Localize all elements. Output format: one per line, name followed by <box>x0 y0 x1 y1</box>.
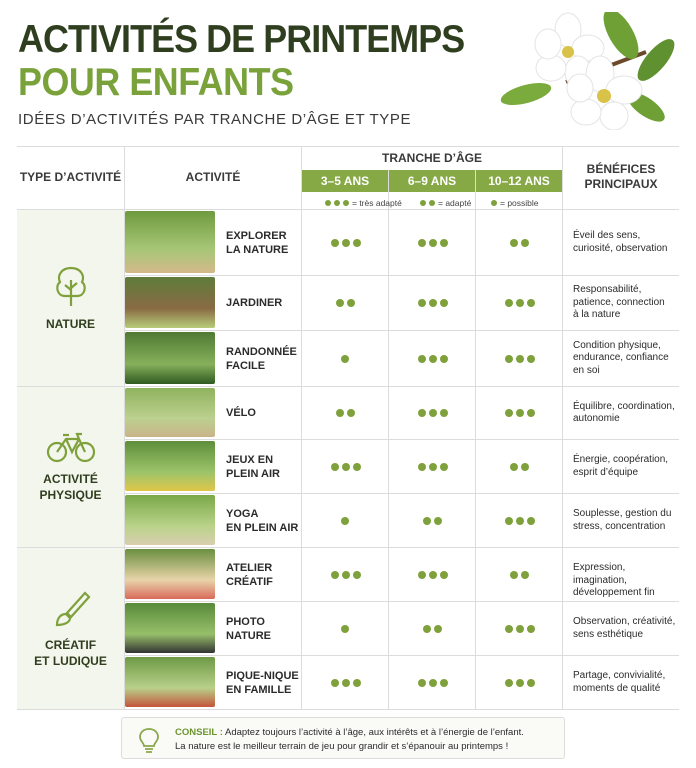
tip-text <box>175 726 524 754</box>
activity-name-line: JARDINER <box>226 297 283 309</box>
suitability-dot <box>331 463 339 471</box>
benefit-line: moments de qualité <box>573 682 661 694</box>
suitability-dots <box>510 239 530 247</box>
suitability-dot <box>336 299 344 307</box>
activity-benefits <box>573 230 677 255</box>
activities-table <box>17 146 679 710</box>
category-nature-label <box>46 316 95 332</box>
activity-name-line: PHOTO <box>226 615 265 628</box>
suitability-dot <box>341 517 349 525</box>
suitability-dot <box>440 355 448 363</box>
row-divider <box>125 275 679 276</box>
suitability-dots <box>505 625 536 633</box>
suitability-dot <box>510 463 518 471</box>
activity-name-line: VÉLO <box>226 407 256 419</box>
suitability-dot <box>527 299 535 307</box>
spring-blossom-illustration <box>496 12 686 130</box>
legend-suitable-label: = adapté <box>438 198 472 208</box>
suitability-dot <box>440 239 448 247</box>
activity-benefits <box>573 401 677 426</box>
suitability-dot <box>516 625 524 633</box>
suitability-dots <box>505 517 536 525</box>
activity-name <box>226 507 298 535</box>
suitability-dot <box>341 355 349 363</box>
activity-name-line: ATELIER <box>226 561 273 574</box>
suitability-dots <box>336 299 356 307</box>
suitability-dot <box>510 571 518 579</box>
suitability-dot <box>429 355 437 363</box>
suitability-dots <box>505 409 536 417</box>
suitability-dot <box>510 239 518 247</box>
suitability-dot <box>342 679 350 687</box>
category-nature-line1: NATURE <box>45 317 96 331</box>
header-type: TYPE D’ACTIVITÉ <box>19 170 122 184</box>
header-age-group: TRANCHE D’ÂGE <box>381 151 482 165</box>
activity-benefits <box>573 508 677 533</box>
tip-box <box>121 717 565 759</box>
suitability-dot <box>527 679 535 687</box>
row-divider <box>125 439 679 440</box>
suitability-dot <box>353 571 361 579</box>
activity-name <box>226 453 280 481</box>
category-creative <box>17 548 124 709</box>
activity-name <box>226 615 271 643</box>
table-top-border <box>17 146 679 147</box>
age-header-10-12: 10–12 ANS <box>476 170 562 192</box>
bicycle-icon <box>46 431 96 463</box>
suitability-dots <box>423 517 443 525</box>
legend-possible <box>491 198 539 208</box>
suitability-dot <box>342 239 350 247</box>
activity-name <box>226 229 288 257</box>
category-creative-line2: ET LUDIQUE <box>34 653 107 668</box>
suitability-dot <box>527 517 535 525</box>
benefit-line: Responsabilité, <box>573 284 642 296</box>
suitability-dot <box>331 679 339 687</box>
benefit-line: stress, concentration <box>573 520 666 532</box>
suitability-dots <box>336 409 356 417</box>
row-divider <box>125 330 679 331</box>
paintbrush-icon <box>51 589 91 629</box>
suitability-dot <box>440 409 448 417</box>
activity-name-line: EN FAMILLE <box>226 683 292 696</box>
suitability-dots <box>418 409 449 417</box>
suitability-dot <box>516 679 524 687</box>
suitability-dot <box>418 299 426 307</box>
suitability-dot <box>418 409 426 417</box>
activity-photo <box>125 211 215 273</box>
tip-line1: Adaptez toujours l’activité à l’âge, aux intérêts et à l’énergie de l’enfant. <box>224 727 524 738</box>
header-benefits <box>563 162 679 192</box>
category-physical <box>17 387 124 547</box>
suitability-dot <box>440 299 448 307</box>
benefit-line: développement fin <box>573 587 655 598</box>
benefit-line: esprit d’équipe <box>573 466 639 478</box>
suitability-dot <box>423 625 431 633</box>
suitability-dot <box>521 463 529 471</box>
suitability-dot <box>429 409 437 417</box>
suitability-dot <box>347 299 355 307</box>
suitability-dot <box>347 409 355 417</box>
header-activity: ACTIVITÉ <box>185 170 241 184</box>
benefit-line: Partage, convivialité, <box>573 670 666 681</box>
legend-very-suitable-label: = très adapté <box>352 198 402 208</box>
suitability-dots <box>418 299 449 307</box>
suitability-dot <box>418 355 426 363</box>
activity-name-line: PIQUE-NIQUE <box>226 669 299 682</box>
suitability-dot <box>521 239 529 247</box>
category-physical-line2: PHYSIQUE <box>39 488 102 502</box>
row-divider <box>125 601 679 602</box>
activity-photo <box>125 441 215 491</box>
tip-label: CONSEIL : <box>175 727 223 738</box>
activity-benefits <box>573 670 677 695</box>
category-creative-label <box>34 637 107 669</box>
col-divider <box>388 170 389 710</box>
benefit-line: à la nature <box>573 309 621 321</box>
row-divider <box>125 493 679 494</box>
col-divider <box>562 146 563 710</box>
activity-name-line: NATURE <box>226 629 272 642</box>
suitability-dot <box>434 625 442 633</box>
suitability-dot <box>516 355 524 363</box>
suitability-dots <box>423 625 443 633</box>
suitability-dots <box>331 239 362 247</box>
benefit-line: autonomie <box>573 413 620 424</box>
suitability-dot <box>516 517 524 525</box>
legend-possible-label: = possible <box>500 198 539 208</box>
suitability-dot <box>505 355 513 363</box>
benefit-line: Énergie, coopération, <box>573 454 669 465</box>
suitability-dots <box>341 355 350 363</box>
benefit-line: sens esthétique <box>573 628 644 640</box>
suitability-dot <box>418 679 426 687</box>
suitability-dots <box>505 299 536 307</box>
suitability-dot <box>527 409 535 417</box>
activity-name-line: JEUX EN <box>226 453 274 466</box>
activity-name <box>226 345 297 373</box>
suitability-dot <box>353 239 361 247</box>
suitability-dot <box>527 625 535 633</box>
suitability-dots <box>418 463 449 471</box>
suitability-dot <box>505 409 513 417</box>
activity-photo <box>125 277 215 328</box>
page-title-line1: ACTIVITÉS DE PRINTEMPS <box>18 18 465 61</box>
table-bottom-border <box>17 709 679 710</box>
activity-name-line: CRÉATIF <box>226 575 273 588</box>
suitability-dot <box>341 625 349 633</box>
suitability-dots <box>331 679 362 687</box>
activity-benefits <box>573 616 677 641</box>
benefit-line: Équilibre, coordination, <box>573 400 675 412</box>
activity-name-line: EXPLORER <box>226 229 287 242</box>
benefit-line: Éveil des sens, <box>573 230 641 241</box>
activity-photo <box>125 495 215 545</box>
activity-name-line: PLEIN AIR <box>226 467 280 480</box>
category-physical-label <box>39 471 101 503</box>
age-header-6-9: 6–9 ANS <box>389 170 475 192</box>
benefit-line: en soi <box>573 364 600 376</box>
suitability-dot <box>336 409 344 417</box>
suitability-dot <box>434 517 442 525</box>
suitability-dot <box>429 679 437 687</box>
suitability-dot <box>516 409 524 417</box>
activity-photo <box>125 332 215 384</box>
suitability-dot <box>342 463 350 471</box>
suitability-dot <box>331 239 339 247</box>
suitability-dots <box>331 463 362 471</box>
suitability-dot <box>429 463 437 471</box>
suitability-dot <box>418 571 426 579</box>
suitability-dot <box>505 679 513 687</box>
header-benefits-line2: PRINCIPAUX <box>584 177 658 191</box>
category-nature <box>17 210 124 386</box>
activity-name-line: EN PLEIN AIR <box>226 521 299 534</box>
suitability-dots <box>505 679 536 687</box>
benefit-line: endurance, confiance <box>573 352 669 364</box>
activity-name <box>226 296 282 310</box>
suitability-dot <box>423 517 431 525</box>
category-creative-line1: CRÉATIF <box>44 637 97 652</box>
tree-icon <box>51 264 91 308</box>
suitability-dot <box>505 517 513 525</box>
age-header-3-5: 3–5 ANS <box>302 170 388 192</box>
suitability-dot <box>418 239 426 247</box>
header-benefits-line1: BÉNÉFICES <box>586 162 656 176</box>
suitability-dot <box>353 463 361 471</box>
activity-benefits <box>573 284 677 322</box>
benefit-line: patience, connection <box>573 296 665 308</box>
suitability-dots <box>418 239 449 247</box>
suitability-dots <box>341 517 350 525</box>
page-subtitle: IDÉES D’ACTIVITÉS PAR TRANCHE D’ÂGE ET TYPE <box>18 111 412 128</box>
col-divider <box>301 146 302 710</box>
activity-photo <box>125 549 215 599</box>
suitability-dot <box>342 571 350 579</box>
benefit-line: Observation, créativité, <box>573 616 676 627</box>
activity-benefits <box>573 340 677 378</box>
suitability-dot <box>440 463 448 471</box>
col-divider <box>475 170 476 710</box>
activity-photo <box>125 657 215 707</box>
activity-name-line: LA NATURE <box>226 243 289 256</box>
suitability-dots <box>510 571 530 579</box>
activity-photo <box>125 603 215 653</box>
suitability-dot <box>429 299 437 307</box>
suitability-dots <box>510 463 530 471</box>
suitability-dot <box>429 239 437 247</box>
lightbulb-icon <box>138 727 160 753</box>
suitability-dots <box>331 571 362 579</box>
suitability-dot <box>331 571 339 579</box>
activity-benefits <box>573 562 677 600</box>
suitability-dots <box>418 571 449 579</box>
suitability-dot <box>440 571 448 579</box>
row-divider <box>125 655 679 656</box>
tip-line2: La nature est le meilleur terrain de jeu pour grandir et s’épanouir au printemps ! <box>175 741 509 752</box>
legend-very-suitable <box>325 198 402 208</box>
suitability-dots <box>341 625 350 633</box>
benefit-line: Expression, imagination, <box>573 562 627 586</box>
page-title-line2: POUR ENFANTS <box>18 61 294 104</box>
benefit-line: Condition physique, <box>573 339 661 351</box>
activity-name <box>226 669 299 697</box>
suitability-dot <box>527 355 535 363</box>
suitability-dots <box>505 355 536 363</box>
activity-name-line: RANDONNÉE <box>226 345 297 358</box>
suitability-dot <box>516 299 524 307</box>
activity-name-line: YOGA <box>226 507 259 520</box>
suitability-dot <box>521 571 529 579</box>
suitability-dot <box>440 679 448 687</box>
suitability-dot <box>505 299 513 307</box>
activity-name-line: FACILE <box>226 359 266 372</box>
activity-benefits <box>573 454 677 479</box>
category-physical-line1: ACTIVITÉ <box>43 472 98 486</box>
activity-photo <box>125 388 215 437</box>
suitability-dot <box>505 625 513 633</box>
suitability-dot <box>353 679 361 687</box>
activity-name <box>226 561 273 589</box>
benefit-line: curiosité, observation <box>573 242 668 254</box>
activity-name <box>226 406 256 420</box>
suitability-dots <box>418 679 449 687</box>
legend-suitable <box>420 198 471 208</box>
suitability-dot <box>429 571 437 579</box>
benefit-line: Souplesse, gestion du <box>573 508 672 519</box>
suitability-dot <box>418 463 426 471</box>
suitability-dots <box>418 355 449 363</box>
